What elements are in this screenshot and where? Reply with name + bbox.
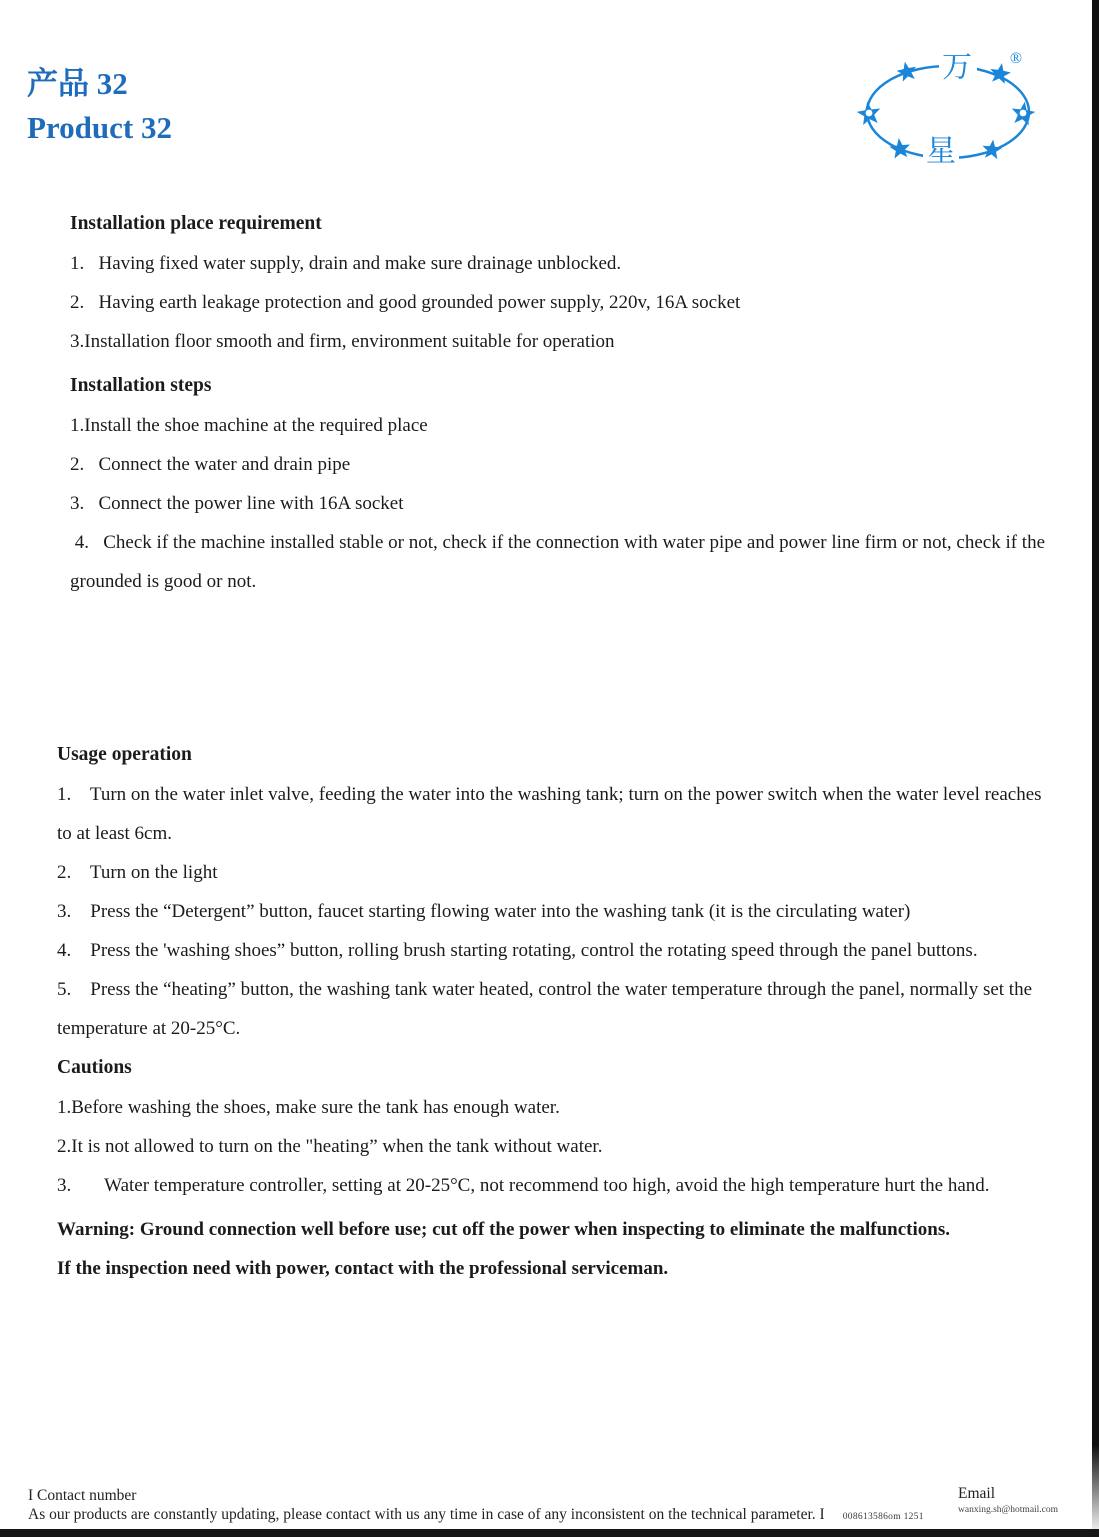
footer-contact — [28, 1486, 924, 1527]
list-item: 3.Installation floor smooth and firm, environment suitable for operation — [70, 331, 615, 352]
section-heading: Installation place requirement — [70, 213, 322, 234]
email-address: wanxing.sh@hotmail.com — [958, 1505, 1059, 1515]
brand-logo-icon — [845, 35, 1050, 185]
list-item: 1.Install the shoe machine at the required place — [70, 415, 428, 436]
footer-note-row — [28, 1505, 924, 1527]
section-usage-operation — [57, 743, 1087, 1041]
list-item: 3. Water temperature controller, setting at 20-25°C, not recommend too high, avoid the high temperature hurt the hand. — [57, 1175, 990, 1196]
footer-note: As our products are constantly updating, please contact with us any time in case of any inconsistent on the technical parameter. I — [28, 1506, 825, 1523]
warning-line: Warning: Ground connection well before use; cut off the power when inspecting to eliminate the malfunctions. — [57, 1219, 950, 1240]
section-heading: Usage operation — [57, 744, 192, 765]
footer-email — [958, 1484, 1058, 1515]
brand-logo — [845, 35, 1050, 185]
page-title-chinese: 产品 32 — [27, 66, 128, 101]
list-item-continuation: grounded is good or not. — [70, 571, 257, 592]
section-gap — [57, 609, 1087, 731]
section-installation-place — [57, 212, 1087, 354]
contact-phone: 008613586om 1251 — [842, 1512, 924, 1522]
logo-char-top: 万 — [942, 51, 972, 84]
list-item: 1. Having fixed water supply, drain and make sure drainage unblocked. — [70, 253, 622, 274]
contact-number-label: I Contact number — [28, 1487, 137, 1504]
list-item: 3. Press the “Detergent” button, faucet starting flowing water into the washing tank (it is the circulating water) — [57, 901, 911, 922]
email-label: Email — [958, 1485, 996, 1502]
section-heading: Cautions — [57, 1057, 132, 1078]
registered-trademark-icon: ® — [1009, 50, 1023, 67]
list-item: 4. Check if the machine installed stable or not, check if the connection with water pipe and power line firm or not, check if the — [70, 532, 1046, 553]
section-installation-steps — [57, 374, 1087, 594]
list-item-continuation: temperature at 20-25°C. — [57, 1018, 241, 1039]
section-cautions — [57, 1056, 1087, 1198]
manual-content — [57, 200, 1087, 1296]
page-title-block — [27, 64, 172, 148]
warning-block — [57, 1218, 1087, 1281]
list-item: 2. Having earth leakage protection and good grounded power supply, 220v, 16A socket — [70, 292, 741, 313]
scan-edge-right — [1092, 0, 1099, 1537]
scan-edge-bottom — [0, 1529, 1099, 1537]
page-title: Product 32 — [27, 110, 172, 145]
warning-line: If the inspection need with power, contact with the professional serviceman. — [57, 1258, 669, 1279]
list-item: 5. Press the “heating” button, the washing tank water heated, control the water temperature through the panel, normally set the — [57, 979, 1033, 1000]
list-item: 3. Connect the power line with 16A socket — [70, 493, 404, 514]
list-item: 1.Before washing the shoes, make sure the tank has enough water. — [57, 1097, 560, 1118]
list-item: 4. Press the 'washing shoes” button, rolling brush starting rotating, control the rotating speed through the panel buttons. — [57, 940, 978, 961]
section-heading: Installation steps — [70, 375, 212, 396]
logo-char-bottom: 星 — [926, 135, 956, 168]
list-item: 2. Turn on the light — [57, 862, 218, 883]
list-item: 2.It is not allowed to turn on the "heating” when the tank without water. — [57, 1136, 603, 1157]
list-item: 2. Connect the water and drain pipe — [70, 454, 351, 475]
list-item-continuation: to at least 6cm. — [57, 823, 173, 844]
list-item: 1. Turn on the water inlet valve, feeding the water into the washing tank; turn on the power switch when the water level reaches — [57, 784, 1042, 805]
